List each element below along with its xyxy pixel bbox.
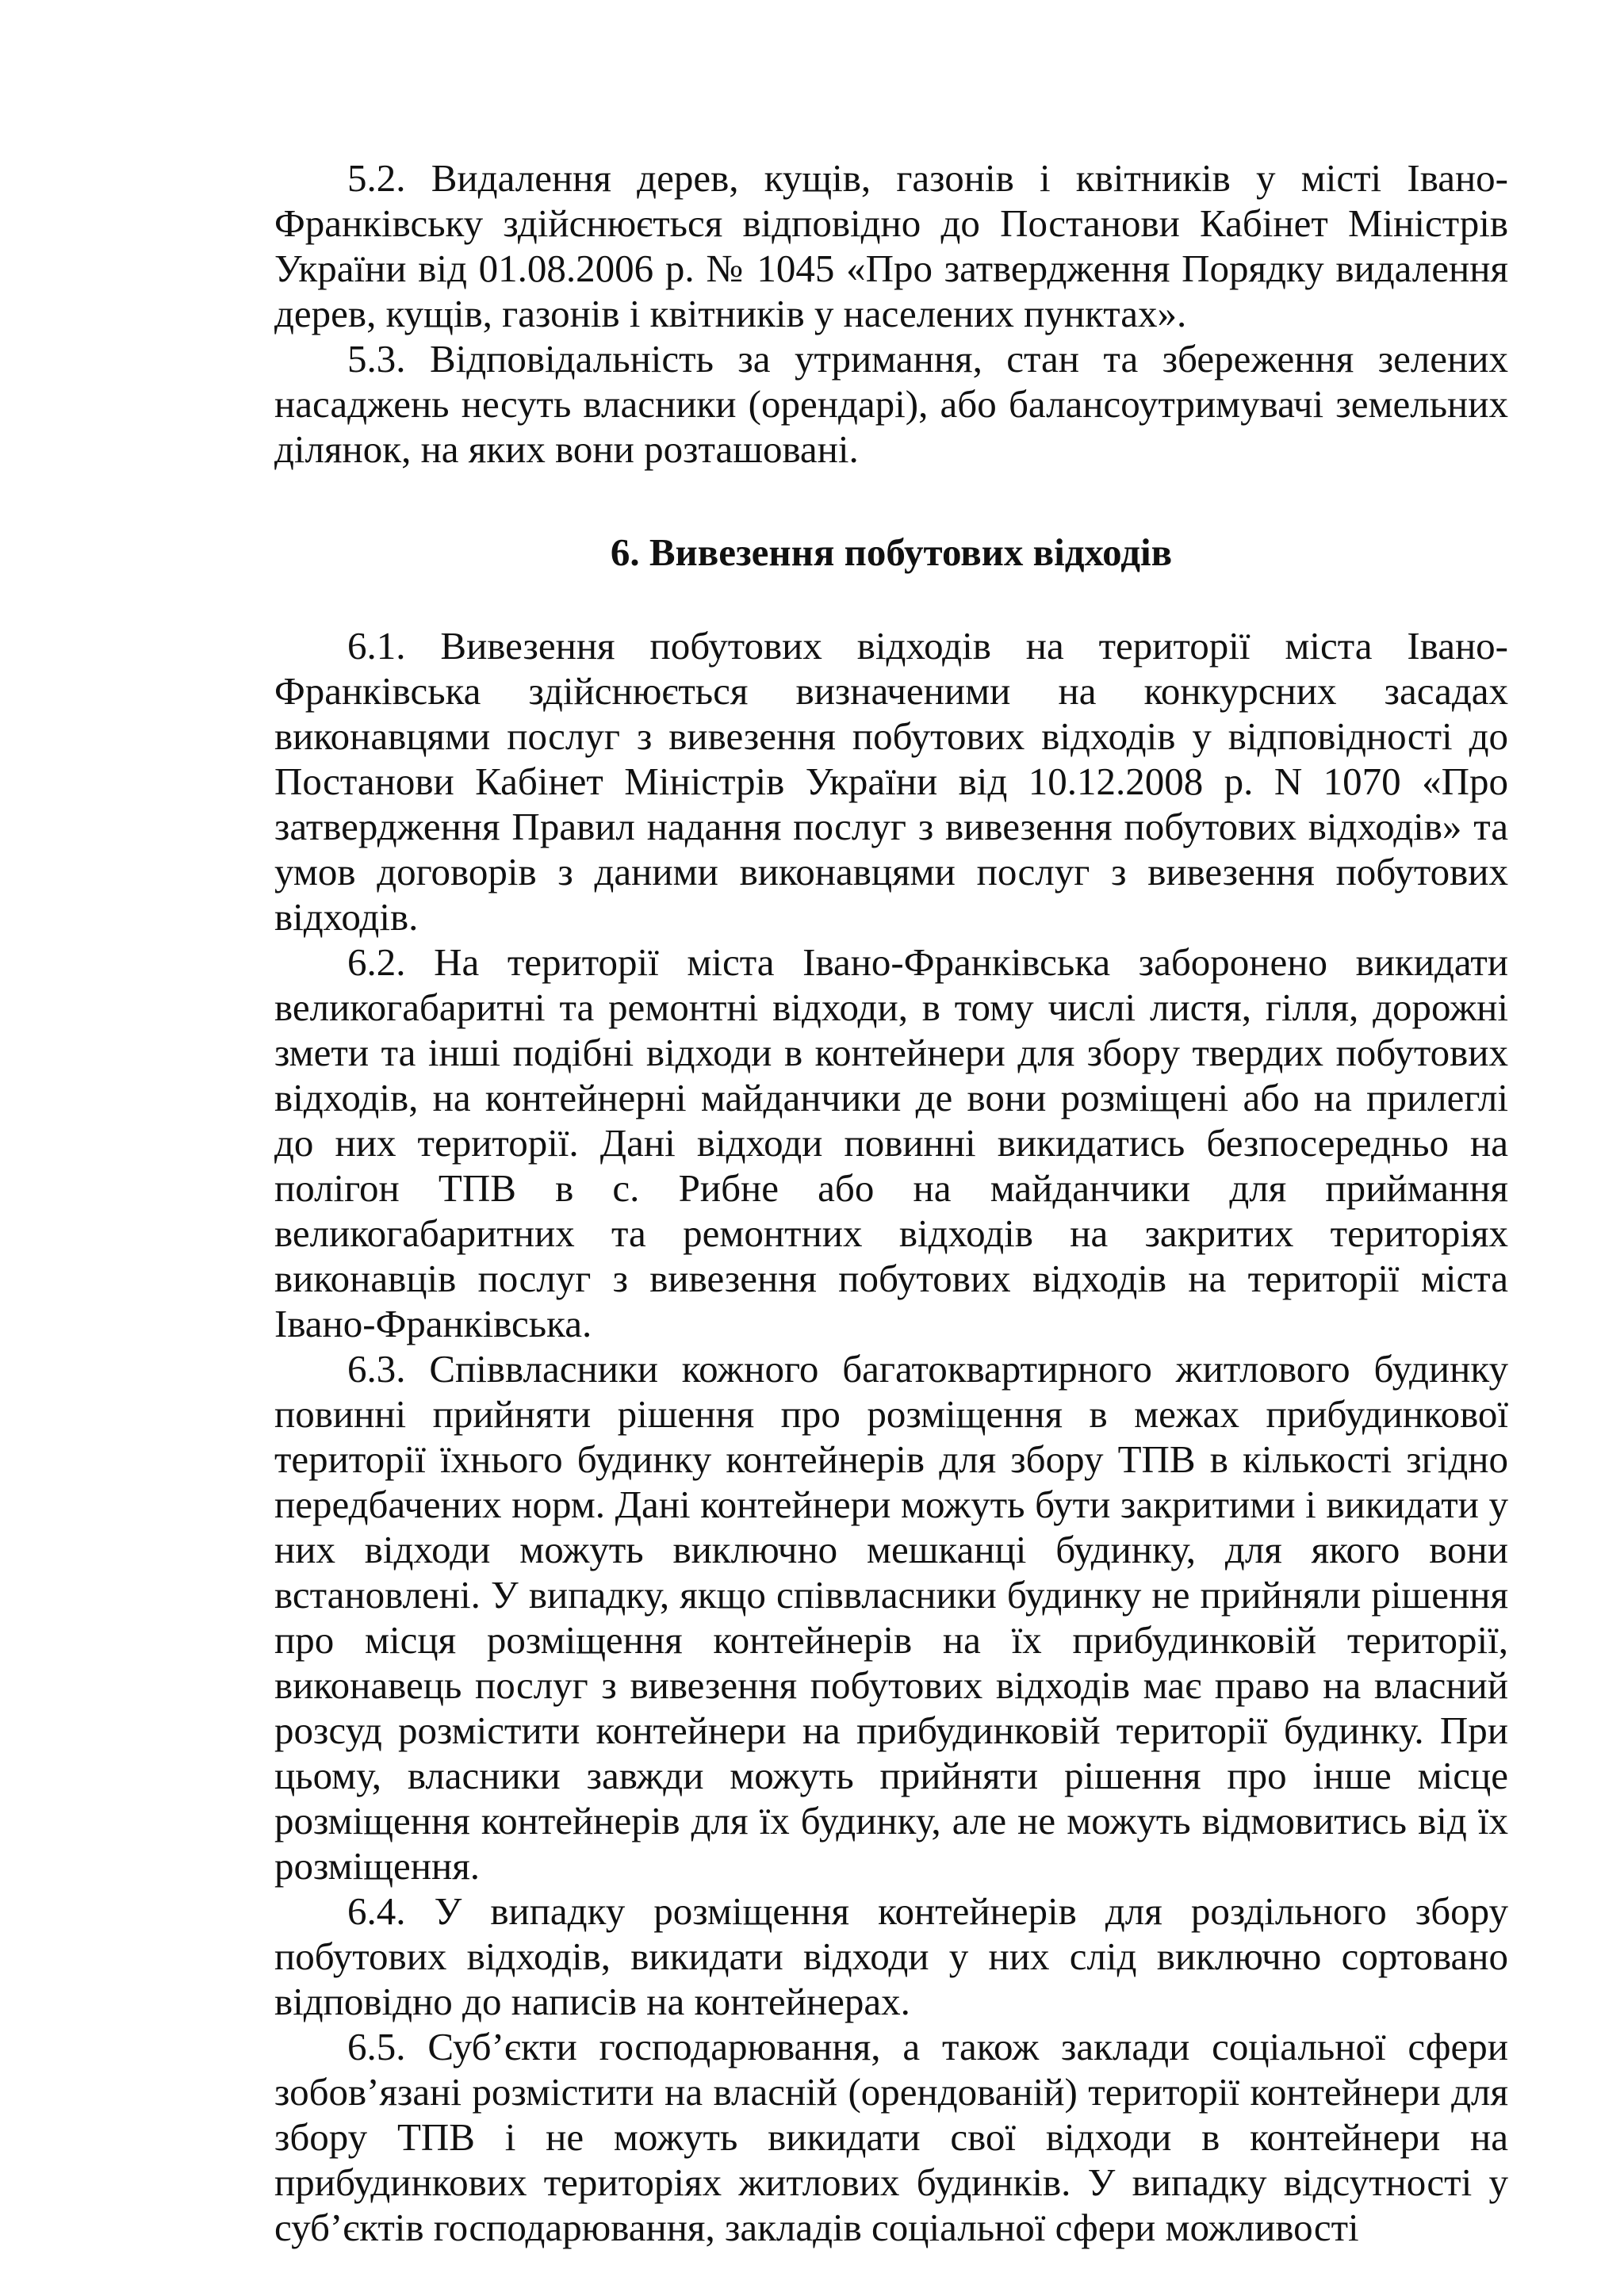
paragraph-5-3: 5.3. Відповідальність за утримання, стан та збереження зелених насаджень несуть власники (орендарі), або балансоутримувачі земельних ділянок, на яких вони розташовані. (274, 337, 1508, 471)
document-page (274, 155, 1508, 2250)
paragraph-6-2: 6.2. На території міста Івано-Франківська заборонено викидати великогабаритні та ремонтні відходи, в тому числі листя, гілля, дорожні змети та інші подібні відходи в контейнери для збору твердих побутових відходів, на контейнерні майданчики де вони розміщені або на прилеглі до них території. Дані відходи повинні викидатись безпосередньо на полігон ТПВ в с. Рибне або на майданчики для приймання великогабаритних та ремонтних відходів на закритих територіях виконавців послуг з вивезення побутових відходів на території міста Івано-Франківська. (274, 940, 1508, 1345)
section-6-heading: 6. Вивезення побутових відходів (610, 530, 1173, 574)
paragraph-6-5: 6.5. Суб’єкти господарювання, а також заклади соціальної сфери зобов’язані розмістити на власній (орендованій) території контейнери для збору ТПВ і не можуть викидати свої відходи в контейнери на прибудинкових територіях житлових будинків. У випадку відсутності у суб’єктів господарювання, закладів соціальної сфери можливості (274, 2025, 1508, 2249)
paragraph-5-2: 5.2. Видалення дерев, кущів, газонів і квітників у місті Івано-Франківську здійснюється відповідно до Постанови Кабінет Міністрів України від 01.08.2006 р. № 1045 «Про затвердження Порядку видалення дерев, кущів, газонів і квітників у населених пунктах». (274, 156, 1508, 335)
paragraph-6-1: 6.1. Вивезення побутових відходів на території міста Івано-Франківська здійснюється визначеними на конкурсних засадах виконавцями послуг з вивезення побутових відходів у відповідності до Постанови Кабінет Міністрів України від 10.12.2008 р. N 1070 «Про затвердження Правил надання послуг з вивезення побутових відходів» та умов договорів з даними виконавцями послуг з вивезення побутових відходів. (274, 624, 1508, 939)
paragraph-6-4: 6.4. У випадку розміщення контейнерів для роздільного збору побутових відходів, викидати відходи у них слід виключно сортовано відповідно до написів на контейнерах. (274, 1889, 1508, 2023)
paragraph-6-3: 6.3. Співвласники кожного багатоквартирного житлового будинку повинні прийняти рішення про розміщення в межах прибудинкової території їхнього будинку контейнерів для збору ТПВ в кількості згідно передбачених норм. Дані контейнери можуть бути закритими і викидати у них відходи можуть виключно мешканці будинку, для якого вони встановлені. У випадку, якщо співвласники будинку не прийняли рішення про місця розміщення контейнерів на їх прибудинковій території, виконавець послуг з вивезення побутових відходів має право на власний розсуд розмістити контейнери на прибудинковій території будинку. При цьому, власники завжди можуть прийняти рішення про інше місце розміщення контейнерів для їх будинку, але не можуть відмовитись від їх розміщення. (274, 1347, 1508, 1888)
